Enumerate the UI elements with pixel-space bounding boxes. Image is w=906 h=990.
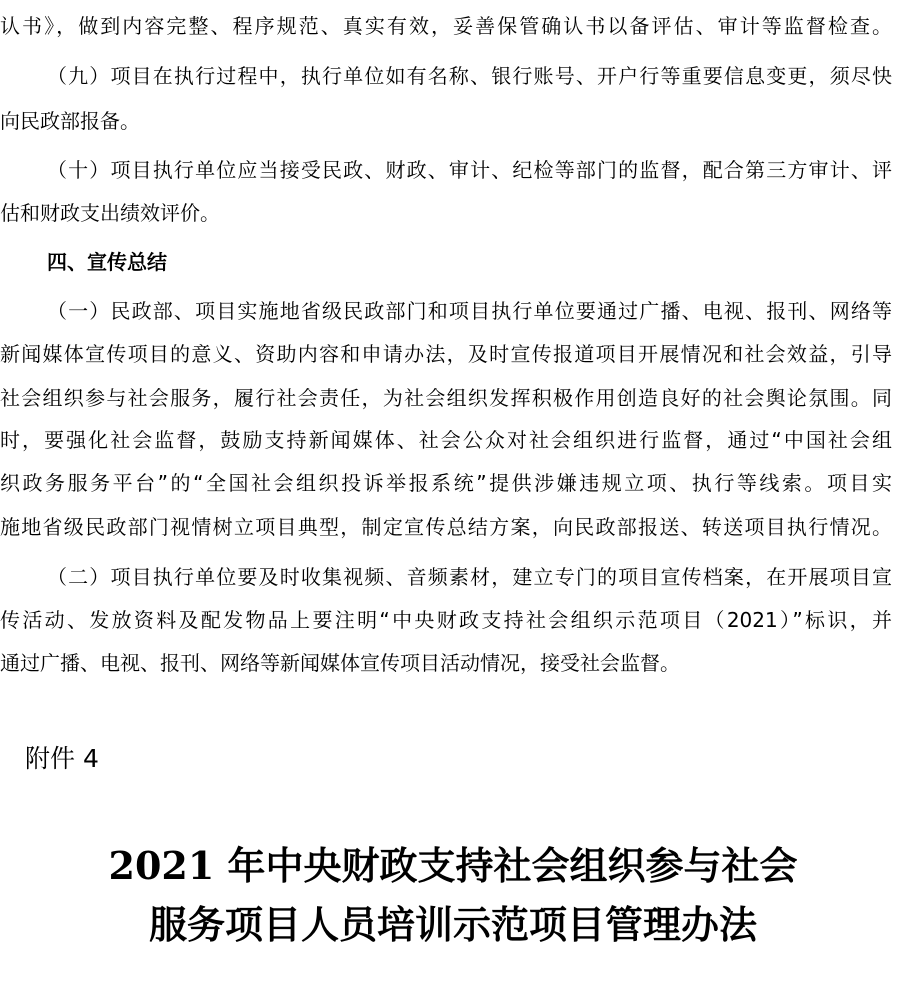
clause-10-line-1: （十）项目执行单位应当接受民政、财政、审计、纪检等部门的监督，配合第三方审计、评: [47, 158, 892, 182]
document-title-line-1: 2021 年中央财政支持社会组织参与社会: [108, 843, 798, 888]
publicity-clause-2-line-1: （二）项目执行单位要及时收集视频、音频素材，建立专门的项目宣传档案，在开展项目宣: [47, 565, 892, 589]
clause-9-line-2: 向民政部报备。: [0, 109, 140, 133]
annex-label: 附件 4: [25, 744, 99, 773]
publicity-clause-2-line-2: 传活动、发放资料及配发物品上要注明“中央财政支持社会组织示范项目（2021）”标识，并: [0, 608, 892, 632]
publicity-clause-1-line-3: 社会组织参与社会服务，履行社会责任，为社会组织发挥积极作用创造良好的社会舆论氛围。同: [0, 386, 892, 410]
publicity-clause-1-line-6: 施地省级民政部门视情树立项目典型，制定宣传总结方案，向民政部报送、转送项目执行情况。: [0, 515, 892, 539]
body-line-continuation: 认书》，做到内容完整、程序规范、真实有效，妥善保管确认书以备评估、审计等监督检查。: [0, 14, 892, 38]
publicity-clause-2-line-3: 通过广播、电视、报刊、网络等新闻媒体宣传项目活动情况，接受社会监督。: [0, 651, 680, 675]
section-heading-publicity: 四、宣传总结: [47, 250, 167, 274]
document-title-line-2: 服务项目人员培训示范项目管理办法: [148, 902, 757, 947]
publicity-clause-1-line-1: （一）民政部、项目实施地省级民政部门和项目执行单位要通过广播、电视、报刊、网络等: [47, 299, 892, 323]
publicity-clause-1-line-4: 时，要强化社会监督，鼓励支持新闻媒体、社会公众对社会组织进行监督，通过“中国社会组: [0, 428, 892, 452]
publicity-clause-1-line-2: 新闻媒体宣传项目的意义、资助内容和申请办法，及时宣传报道项目开展情况和社会效益，引导: [0, 342, 892, 366]
clause-9-line-1: （九）项目在执行过程中，执行单位如有名称、银行账号、开户行等重要信息变更，须尽快: [47, 64, 892, 88]
clause-10-line-2: 估和财政支出绩效评价。: [0, 201, 220, 225]
publicity-clause-1-line-5: 织政务服务平台”的“全国社会组织投诉举报系统”提供涉嫌违规立项、执行等线索。项目实: [0, 471, 892, 495]
